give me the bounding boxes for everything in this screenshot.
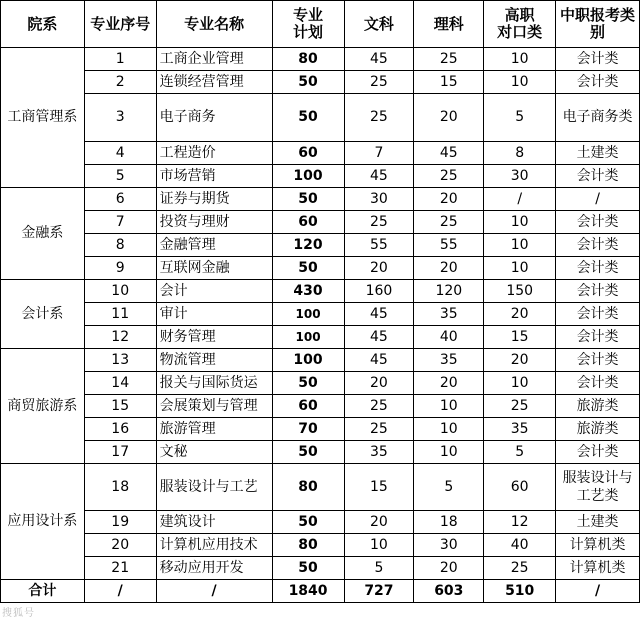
table-row xyxy=(1,257,640,280)
total-row xyxy=(1,580,640,603)
plan-cell: 100 xyxy=(272,165,344,188)
major-name-cell: 建筑设计 xyxy=(156,511,272,534)
table-row xyxy=(1,165,640,188)
voc-cell: 15 xyxy=(484,326,556,349)
seq-cell: 18 xyxy=(84,464,156,511)
voc-cell: 10 xyxy=(484,234,556,257)
voc-cell: 8 xyxy=(484,142,556,165)
category-cell: 会计类 xyxy=(556,71,640,94)
header-dept: 院系 xyxy=(1,1,85,48)
header-cat-line2: 别 xyxy=(590,23,606,41)
plan-cell: 80 xyxy=(272,534,344,557)
seq-cell: 7 xyxy=(84,211,156,234)
plan-cell: 80 xyxy=(272,48,344,71)
seq-cell: 5 xyxy=(84,165,156,188)
arts-cell: 25 xyxy=(344,94,414,142)
header-cat-line1: 中职报考类 xyxy=(560,6,636,24)
category-cell: 土建类 xyxy=(556,511,640,534)
voc-cell: 60 xyxy=(484,464,556,511)
major-name-cell: 审计 xyxy=(156,303,272,326)
voc-cell: 35 xyxy=(484,418,556,441)
header-name: 专业名称 xyxy=(156,1,272,48)
major-name-cell: 财务管理 xyxy=(156,326,272,349)
seq-cell: 9 xyxy=(84,257,156,280)
category-cell: 旅游类 xyxy=(556,395,640,418)
arts-cell: 25 xyxy=(344,211,414,234)
arts-cell: 45 xyxy=(344,48,414,71)
plan-cell: 430 xyxy=(272,280,344,303)
major-name-cell: 文秘 xyxy=(156,441,272,464)
category-cell: 会计类 xyxy=(556,372,640,395)
table-row xyxy=(1,511,640,534)
arts-cell: 45 xyxy=(344,165,414,188)
header-plan xyxy=(272,1,344,48)
category-cell: 会计类 xyxy=(556,165,640,188)
category-cell: 会计类 xyxy=(556,257,640,280)
dept-cell: 工商管理系 xyxy=(1,48,85,188)
arts-cell: 20 xyxy=(344,372,414,395)
arts-cell: 25 xyxy=(344,395,414,418)
total-plan: 1840 xyxy=(272,580,344,603)
category-cell: 会计类 xyxy=(556,326,640,349)
total-name: / xyxy=(156,580,272,603)
plan-cell: 70 xyxy=(272,418,344,441)
dept-cell: 会计系 xyxy=(1,280,85,349)
plan-cell: 60 xyxy=(272,395,344,418)
seq-cell: 12 xyxy=(84,326,156,349)
seq-cell: 19 xyxy=(84,511,156,534)
seq-cell: 11 xyxy=(84,303,156,326)
header-voc-line2: 对口类 xyxy=(497,23,543,41)
category-line1: 服装设计与 xyxy=(562,470,633,486)
sci-cell: 20 xyxy=(414,257,484,280)
sci-cell: 20 xyxy=(414,372,484,395)
category-cell xyxy=(556,464,640,511)
major-name-cell: 报关与国际货运 xyxy=(156,372,272,395)
major-name-cell: 会展策划与管理 xyxy=(156,395,272,418)
table-row xyxy=(1,142,640,165)
category-cell: 会计类 xyxy=(556,441,640,464)
plan-cell: 100 xyxy=(272,349,344,372)
voc-cell: 5 xyxy=(484,94,556,142)
seq-cell: 20 xyxy=(84,534,156,557)
table-row xyxy=(1,188,640,211)
seq-cell: 16 xyxy=(84,418,156,441)
table-row xyxy=(1,395,640,418)
seq-cell: 15 xyxy=(84,395,156,418)
arts-cell: 10 xyxy=(344,534,414,557)
category-cell: 旅游类 xyxy=(556,418,640,441)
table-row xyxy=(1,464,640,511)
voc-cell: 20 xyxy=(484,349,556,372)
total-seq: / xyxy=(84,580,156,603)
seq-cell: 13 xyxy=(84,349,156,372)
dept-cell: 金融系 xyxy=(1,188,85,280)
header-cat xyxy=(556,1,640,48)
table-row xyxy=(1,557,640,580)
table-row xyxy=(1,280,640,303)
sci-cell: 5 xyxy=(414,464,484,511)
sci-cell: 45 xyxy=(414,142,484,165)
arts-cell: 30 xyxy=(344,188,414,211)
header-seq: 专业序号 xyxy=(84,1,156,48)
major-name-cell: 市场营销 xyxy=(156,165,272,188)
category-cell: 会计类 xyxy=(556,303,640,326)
major-name-cell: 工程造价 xyxy=(156,142,272,165)
arts-cell: 15 xyxy=(344,464,414,511)
sci-cell: 55 xyxy=(414,234,484,257)
category-cell: 会计类 xyxy=(556,280,640,303)
plan-cell: 100 xyxy=(272,303,344,326)
arts-cell: 5 xyxy=(344,557,414,580)
category-cell: 土建类 xyxy=(556,142,640,165)
seq-cell: 1 xyxy=(84,48,156,71)
plan-cell: 50 xyxy=(272,557,344,580)
sci-cell: 20 xyxy=(414,188,484,211)
seq-cell: 21 xyxy=(84,557,156,580)
arts-cell: 55 xyxy=(344,234,414,257)
arts-cell: 45 xyxy=(344,326,414,349)
category-cell: 计算机类 xyxy=(556,534,640,557)
major-name-cell: 移动应用开发 xyxy=(156,557,272,580)
voc-cell: 150 xyxy=(484,280,556,303)
voc-cell: 5 xyxy=(484,441,556,464)
sci-cell: 35 xyxy=(414,349,484,372)
sci-cell: 35 xyxy=(414,303,484,326)
voc-cell: 30 xyxy=(484,165,556,188)
arts-cell: 45 xyxy=(344,349,414,372)
seq-cell: 17 xyxy=(84,441,156,464)
sci-cell: 30 xyxy=(414,534,484,557)
sci-cell: 40 xyxy=(414,326,484,349)
plan-cell: 50 xyxy=(272,188,344,211)
seq-cell: 8 xyxy=(84,234,156,257)
header-voc-line1: 高职 xyxy=(504,6,535,24)
plan-cell: 100 xyxy=(272,326,344,349)
arts-cell: 20 xyxy=(344,257,414,280)
arts-cell: 25 xyxy=(344,71,414,94)
header-voc xyxy=(484,1,556,48)
sci-cell: 120 xyxy=(414,280,484,303)
table-row xyxy=(1,234,640,257)
voc-cell: 20 xyxy=(484,303,556,326)
major-name-cell: 金融管理 xyxy=(156,234,272,257)
table-row xyxy=(1,71,640,94)
total-sci: 603 xyxy=(414,580,484,603)
major-name-cell: 电子商务 xyxy=(156,94,272,142)
seq-cell: 10 xyxy=(84,280,156,303)
category-cell: 电子商务类 xyxy=(556,94,640,142)
total-cat: / xyxy=(556,580,640,603)
plan-cell: 120 xyxy=(272,234,344,257)
category-cell: 会计类 xyxy=(556,211,640,234)
category-line2: 工艺类 xyxy=(576,488,619,504)
category-cell: 会计类 xyxy=(556,234,640,257)
major-name-cell: 证券与期货 xyxy=(156,188,272,211)
major-name-cell: 计算机应用技术 xyxy=(156,534,272,557)
header-plan-line2: 计划 xyxy=(293,23,324,41)
watermark: 搜狐号 xyxy=(2,608,35,619)
sci-cell: 10 xyxy=(414,418,484,441)
voc-cell: 12 xyxy=(484,511,556,534)
major-name-cell: 投资与理财 xyxy=(156,211,272,234)
header-row xyxy=(1,1,640,48)
arts-cell: 20 xyxy=(344,511,414,534)
major-name-cell: 会计 xyxy=(156,280,272,303)
arts-cell: 7 xyxy=(344,142,414,165)
category-cell: 会计类 xyxy=(556,48,640,71)
arts-cell: 25 xyxy=(344,418,414,441)
sci-cell: 25 xyxy=(414,48,484,71)
plan-cell: 60 xyxy=(272,142,344,165)
voc-cell: 10 xyxy=(484,71,556,94)
major-name-cell: 连锁经营管理 xyxy=(156,71,272,94)
total-label: 合计 xyxy=(1,580,85,603)
sci-cell: 25 xyxy=(414,211,484,234)
plan-cell: 50 xyxy=(272,257,344,280)
header-plan-line1: 专业 xyxy=(293,6,324,24)
table-row xyxy=(1,534,640,557)
plan-cell: 50 xyxy=(272,511,344,534)
header-sci: 理科 xyxy=(414,1,484,48)
voc-cell: / xyxy=(484,188,556,211)
table-row xyxy=(1,94,640,142)
table-row xyxy=(1,418,640,441)
sci-cell: 10 xyxy=(414,395,484,418)
sci-cell: 15 xyxy=(414,71,484,94)
plan-cell: 50 xyxy=(272,71,344,94)
voc-cell: 25 xyxy=(484,395,556,418)
dept-cell: 应用设计系 xyxy=(1,464,85,580)
plan-cell: 50 xyxy=(272,441,344,464)
table-row xyxy=(1,48,640,71)
sci-cell: 18 xyxy=(414,511,484,534)
dept-cell: 商贸旅游系 xyxy=(1,349,85,464)
major-name-cell: 互联网金融 xyxy=(156,257,272,280)
major-name-cell: 旅游管理 xyxy=(156,418,272,441)
category-cell: / xyxy=(556,188,640,211)
voc-cell: 10 xyxy=(484,211,556,234)
sci-cell: 20 xyxy=(414,94,484,142)
header-arts: 文科 xyxy=(344,1,414,48)
category-cell: 计算机类 xyxy=(556,557,640,580)
voc-cell: 10 xyxy=(484,372,556,395)
sci-cell: 25 xyxy=(414,165,484,188)
total-arts: 727 xyxy=(344,580,414,603)
table-row xyxy=(1,372,640,395)
total-voc: 510 xyxy=(484,580,556,603)
sci-cell: 20 xyxy=(414,557,484,580)
plan-cell: 50 xyxy=(272,372,344,395)
seq-cell: 14 xyxy=(84,372,156,395)
major-name-cell: 工商企业管理 xyxy=(156,48,272,71)
seq-cell: 4 xyxy=(84,142,156,165)
major-name-cell: 服装设计与工艺 xyxy=(156,464,272,511)
plan-cell: 60 xyxy=(272,211,344,234)
table-row xyxy=(1,326,640,349)
arts-cell: 45 xyxy=(344,303,414,326)
seq-cell: 3 xyxy=(84,94,156,142)
plan-cell: 80 xyxy=(272,464,344,511)
voc-cell: 40 xyxy=(484,534,556,557)
voc-cell: 10 xyxy=(484,257,556,280)
table-row xyxy=(1,441,640,464)
category-cell: 会计类 xyxy=(556,349,640,372)
arts-cell: 35 xyxy=(344,441,414,464)
sci-cell: 10 xyxy=(414,441,484,464)
seq-cell: 6 xyxy=(84,188,156,211)
table-row xyxy=(1,211,640,234)
major-name-cell: 物流管理 xyxy=(156,349,272,372)
plan-cell: 50 xyxy=(272,94,344,142)
voc-cell: 10 xyxy=(484,48,556,71)
table-row xyxy=(1,349,640,372)
seq-cell: 2 xyxy=(84,71,156,94)
arts-cell: 160 xyxy=(344,280,414,303)
voc-cell: 25 xyxy=(484,557,556,580)
table-row xyxy=(1,303,640,326)
